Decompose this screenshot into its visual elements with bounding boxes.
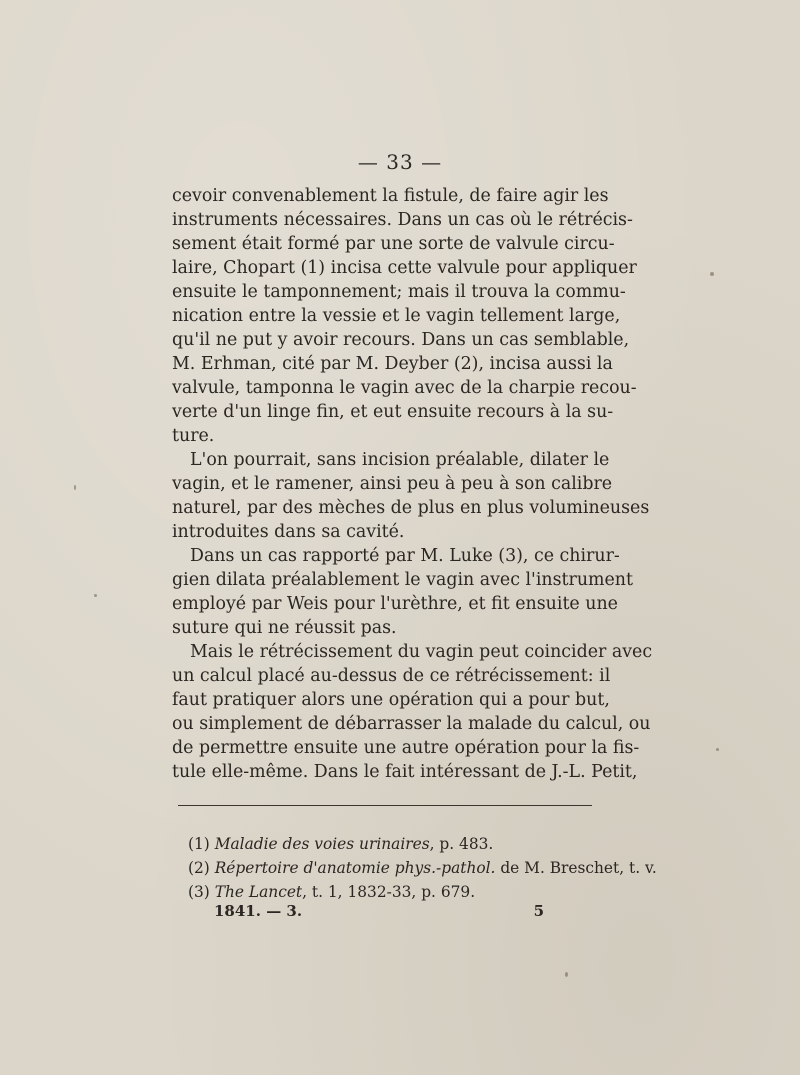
text-line: suture qui ne réussit pas.	[172, 618, 397, 638]
text-line: valvule, tamponna le vagin avec de la charpie recou-	[172, 378, 637, 398]
footnote-2	[188, 856, 657, 880]
paragraph-1	[172, 184, 637, 448]
text-line: ensuite le tamponnement; mais il trouva la commu-	[172, 282, 626, 302]
text-line: naturel, par des mèches de plus en plus volumineuses	[172, 498, 650, 518]
text-line: vagin, et le ramener, ainsi peu à peu à son calibre	[172, 474, 613, 494]
paragraph-3	[172, 544, 633, 640]
paper-speck	[74, 485, 76, 490]
paragraph-2	[172, 448, 650, 544]
text-line: employé par Weis pour l'urèthre, et fit ensuite une	[172, 594, 618, 614]
paper-speck	[94, 594, 97, 597]
text-line: nication entre la vessie et le vagin tellement large,	[172, 306, 621, 326]
footnote-title: Répertoire d'anatomie phys.-pathol.	[214, 859, 496, 877]
footnote-text: , t. 1, 1832-33, p. 679.	[302, 883, 476, 901]
signature-number: 5	[533, 902, 544, 920]
text-line: laire, Chopart (1) incisa cette valvule pour appliquer	[172, 258, 637, 278]
text-line: faut pratiquer alors une opération qui a pour but,	[172, 690, 610, 710]
text-line: Dans un cas rapporté par M. Luke (3), ce chirur-	[190, 546, 620, 566]
footnote-text: de M. Breschet, t. v.	[495, 859, 657, 877]
paragraph-4	[172, 640, 653, 784]
text-line: de permettre ensuite une autre opération pour la fis-	[172, 738, 640, 758]
signature-mark: 1841. — 3.	[214, 902, 303, 920]
text-line: Mais le rétrécissement du vagin peut coincider avec	[190, 642, 653, 662]
footnote-marker: (3)	[188, 883, 210, 901]
text-line: tule elle-même. Dans le fait intéressant de J.-L. Petit,	[172, 762, 638, 782]
footnote-title: Maladie des voies urinaires	[214, 835, 430, 853]
text-line: M. Erhman, cité par M. Deyber (2), incisa aussi la	[172, 354, 613, 374]
footnote-marker: (2)	[188, 859, 210, 877]
paper-speck	[716, 748, 719, 751]
text-line: cevoir convenablement la fistule, de faire agir les	[172, 186, 609, 206]
text-line: ture.	[172, 426, 215, 446]
text-line: L'on pourrait, sans incision préalable, dilater le	[190, 450, 610, 470]
footnote-3	[188, 880, 608, 904]
text-line: gien dilata préalablement le vagin avec l'instrument	[172, 570, 633, 590]
text-line: un calcul placé au-dessus de ce rétrécissement: il	[172, 666, 611, 686]
text-line: qu'il ne put y avoir recours. Dans un cas semblable,	[172, 330, 630, 350]
paper-speck	[565, 972, 568, 977]
footnote-1	[188, 832, 608, 856]
page-number: — 33 —	[357, 150, 443, 174]
text-line: ou simplement de débarrasser la malade du calcul, ou	[172, 714, 651, 734]
paper-speck	[710, 272, 714, 276]
footnote-title: The Lancet	[214, 883, 303, 901]
footnotes	[188, 832, 657, 904]
text-line: sement était formé par une sorte de valvule circu-	[172, 234, 615, 254]
footnote-marker: (1)	[188, 835, 210, 853]
text-line: verte d'un linge fin, et eut ensuite recours à la su-	[172, 402, 614, 422]
footnote-divider	[178, 805, 592, 806]
text-line: introduites dans sa cavité.	[172, 522, 405, 542]
text-line: instruments nécessaires. Dans un cas où le rétrécis-	[172, 210, 633, 230]
body-text	[172, 184, 653, 784]
footnote-text: , p. 483.	[429, 835, 494, 853]
printer-signature	[214, 902, 544, 920]
